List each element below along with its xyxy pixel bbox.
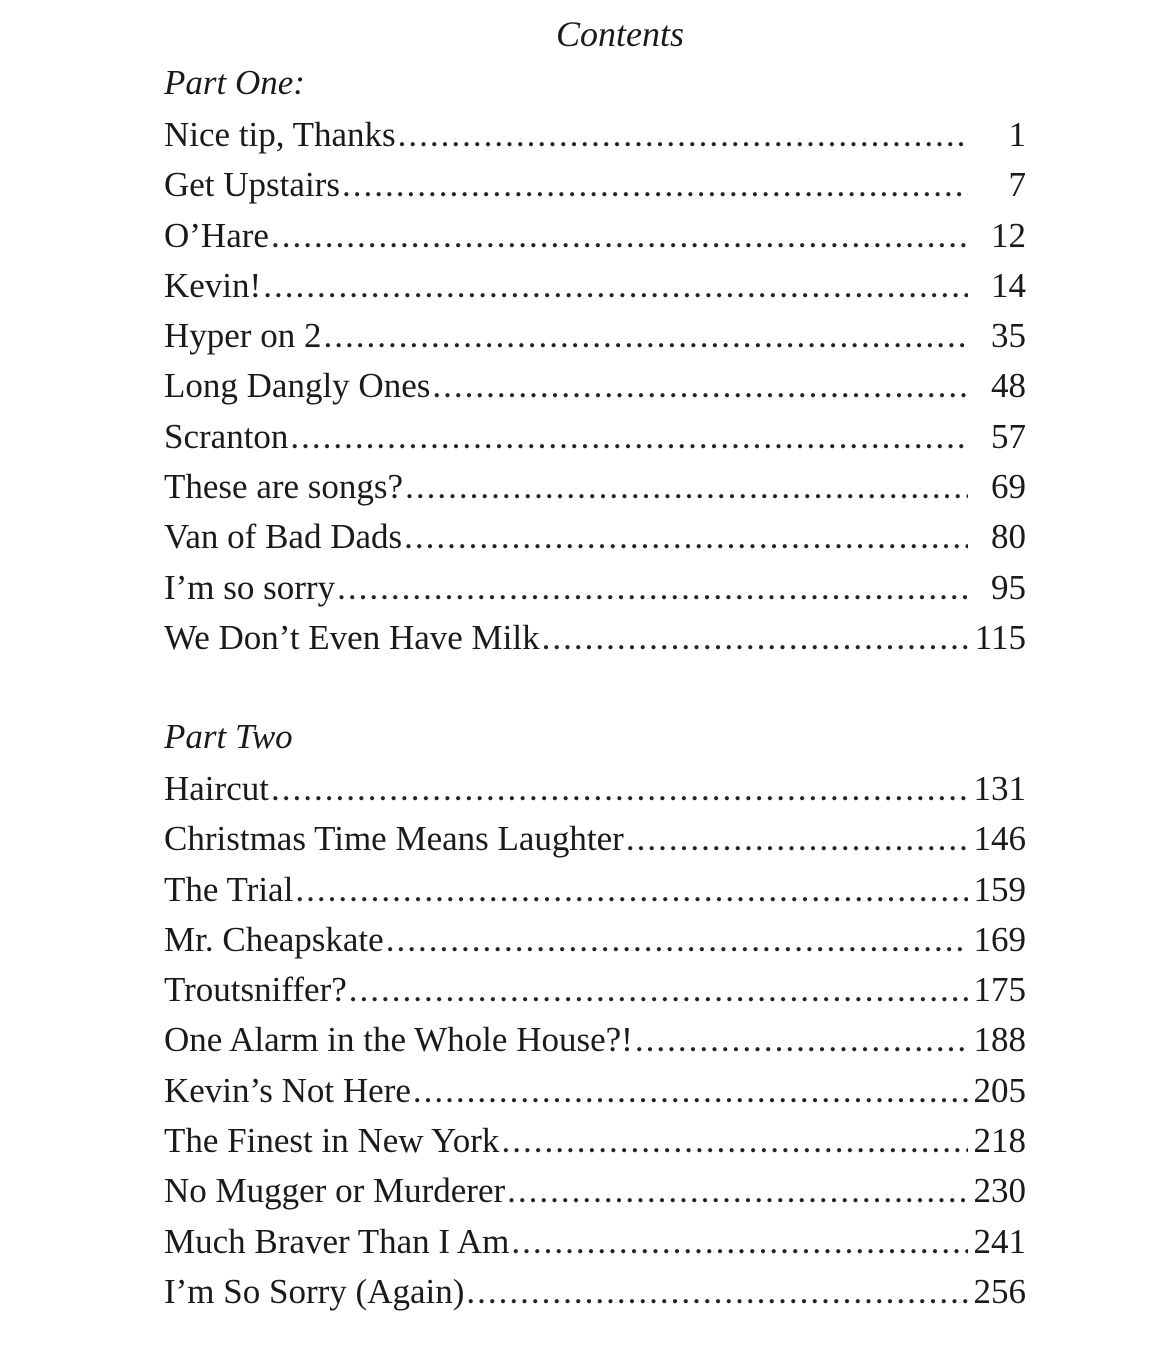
chapter-title: Christmas Time Means Laughter [164,819,624,859]
dot-leader [404,512,968,562]
dot-leader [337,563,968,613]
toc-entry[interactable] [164,361,1026,411]
page-number: 169 [973,919,1026,959]
page-number: 146 [973,819,1026,859]
dot-leader [432,361,968,411]
dot-leader [501,1116,967,1166]
chapter-title: Haircut [164,769,269,808]
dot-leader [263,261,968,311]
toc-entry[interactable] [164,1116,1026,1166]
chapter-title: Kevin’s Not Here [164,1070,411,1110]
chapter-title: Scranton [164,416,289,456]
chapter-title: The Finest in New York [164,1121,500,1161]
dot-leader [290,412,968,462]
part-two-heading: Part Two [164,717,293,756]
page-number: 230 [973,1171,1026,1211]
dot-leader [398,110,968,160]
chapter-title: No Mugger or Murderer [164,1171,506,1211]
page-number: 80 [991,517,1026,557]
dot-leader [271,764,968,814]
toc-entry[interactable] [164,1066,1026,1116]
toc-entry[interactable] [164,211,1026,261]
page-number: 95 [991,567,1026,607]
dot-leader [413,1066,968,1116]
chapter-title: Much Braver Than I Am [164,1221,510,1261]
page-number: 1 [1008,115,1026,154]
dot-leader [349,965,968,1015]
dot-leader [507,1166,967,1216]
page-number: 205 [973,1070,1026,1110]
dot-leader [271,211,968,261]
page-number: 14 [991,265,1026,305]
toc-entry[interactable] [164,1217,1026,1267]
toc-entry[interactable] [164,613,1026,663]
dot-leader [626,814,968,864]
part-one-entries [164,110,1026,663]
chapter-title: Kevin! [164,265,262,305]
dot-leader [295,865,967,915]
toc-entry[interactable] [164,965,1026,1015]
dot-leader [405,462,968,512]
page-number: 12 [991,215,1026,255]
page-number: 188 [973,1020,1026,1060]
part-one-heading: Part One: [164,63,305,102]
chapter-title: These are songs? [164,467,404,507]
toc-entry[interactable] [164,462,1026,512]
part-two-section [164,716,1026,1317]
chapter-title: I’m so sorry [164,567,336,607]
chapter-title: Nice tip, Thanks [164,115,396,154]
page-number: 241 [973,1221,1026,1261]
toc-entry[interactable] [164,311,1026,361]
chapter-title: I’m So Sorry (Again) [164,1271,465,1311]
toc-entry[interactable] [164,412,1026,462]
chapter-title: We Don’t Even Have Milk [164,617,540,657]
toc-entry[interactable] [164,1267,1026,1317]
part-one-section [164,62,1026,663]
dot-leader [342,160,968,210]
chapter-title: Long Dangly Ones [164,366,431,406]
chapter-title: The Trial [164,869,294,909]
toc-entry[interactable] [164,814,1026,864]
page-number: 35 [991,316,1026,356]
chapter-title: Troutsniffer? [164,970,347,1010]
chapter-title: O’Hare [164,215,269,255]
page-number: 115 [974,617,1026,657]
toc-entry[interactable] [164,563,1026,613]
chapter-title: Get Upstairs [164,165,340,205]
toc-entry[interactable] [164,160,1026,210]
toc-entry[interactable] [164,1015,1026,1065]
dot-leader [323,311,968,361]
page-number: 69 [991,467,1026,507]
toc-entry[interactable] [164,1166,1026,1216]
dot-leader [542,613,968,663]
page-number: 218 [973,1121,1026,1161]
toc-entry[interactable] [164,261,1026,311]
toc-entry[interactable] [164,865,1026,915]
part-two-entries [164,764,1026,1317]
dot-leader [511,1217,967,1267]
page-title: Contents [555,14,684,54]
page-number: 159 [973,869,1026,909]
page-number: 57 [991,416,1026,456]
page-number: 131 [973,769,1026,808]
page-number: 7 [1008,165,1026,205]
chapter-title: Van of Bad Dads [164,517,403,557]
dot-leader [635,1015,968,1065]
toc-entry[interactable] [164,915,1026,965]
chapter-title: Hyper on 2 [164,316,322,356]
toc-entry[interactable] [164,512,1026,562]
toc-entry[interactable] [164,110,1026,160]
dot-leader [386,915,968,965]
page-number: 48 [991,366,1026,406]
toc-entry[interactable] [164,764,1026,814]
dot-leader [466,1267,967,1317]
page-number: 175 [973,970,1026,1010]
page-number: 256 [973,1271,1026,1311]
chapter-title: One Alarm in the Whole House?! [164,1020,633,1060]
chapter-title: Mr. Cheapskate [164,919,384,959]
